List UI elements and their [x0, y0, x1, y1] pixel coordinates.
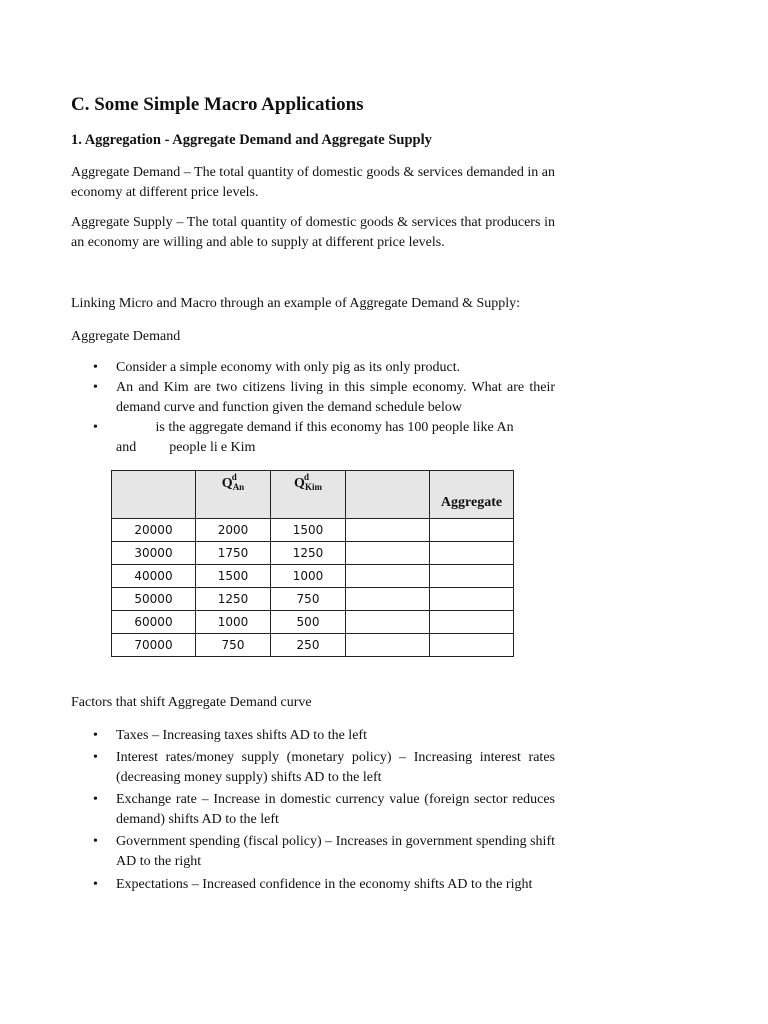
- list-item: [71, 378, 555, 418]
- bullet-icon: •: [93, 360, 98, 375]
- cell-aggregate: [430, 519, 514, 542]
- cell-q-kim: 750: [271, 588, 346, 611]
- cell-q-kim: 1500: [271, 519, 346, 542]
- aggregate-demand-bullets: [71, 358, 555, 458]
- list-item-text: Consider a simple economy with only pig as its only product.: [116, 360, 461, 375]
- cell-blank: [346, 565, 430, 588]
- aggregate-demand-label: Aggregate Demand: [71, 329, 181, 344]
- list-item: [71, 726, 555, 746]
- bullet-icon: •: [93, 792, 98, 807]
- header-price: [112, 471, 196, 519]
- bullet-icon: •: [93, 877, 98, 892]
- list-item-text: Exchange rate – Increase in domestic currency value (foreign sector reduces demand) shifts AD to the left: [116, 792, 555, 827]
- header-blank: [346, 471, 430, 519]
- table-header-row: [112, 471, 514, 519]
- linking-paragraph: Linking Micro and Macro through an example of Aggregate Demand & Supply:: [71, 296, 521, 311]
- cell-aggregate: [430, 634, 514, 657]
- list-item-text: e Kim: [220, 440, 256, 455]
- bullet-icon: •: [93, 834, 98, 849]
- subsection-heading: 1. Aggregation - Aggregate Demand and Aggregate Supply: [71, 132, 432, 148]
- factors-title: Factors that shift Aggregate Demand curve: [71, 695, 312, 710]
- cell-q-an: 750: [196, 634, 271, 657]
- list-item: [71, 790, 555, 830]
- cell-q-kim: 500: [271, 611, 346, 634]
- header-q-an: Q d $_{An}$: [196, 471, 271, 519]
- table-row: [112, 519, 514, 542]
- list-item-text: people li: [169, 440, 218, 455]
- cell-q-kim: 1000: [271, 565, 346, 588]
- cell-aggregate: [430, 611, 514, 634]
- cell-price: 70000: [112, 634, 196, 657]
- bullet-icon: •: [93, 420, 98, 435]
- aggregate-supply-definition: Aggregate Supply – The total quantity of domestic goods & services that producers in an economy are willing and able to supply at different price levels.: [71, 215, 555, 250]
- cell-q-kim: 1250: [271, 542, 346, 565]
- factors-list: [71, 726, 555, 895]
- cell-q-an: 1500: [196, 565, 271, 588]
- cell-price: 40000: [112, 565, 196, 588]
- cell-blank: [346, 634, 430, 657]
- header-aggregate: Aggregate: [430, 471, 514, 519]
- cell-price: 50000: [112, 588, 196, 611]
- table-row: [112, 611, 514, 634]
- table-row: [112, 542, 514, 565]
- cell-q-an: 1750: [196, 542, 271, 565]
- cell-blank: [346, 542, 430, 565]
- list-item: [71, 875, 555, 895]
- list-item-text: Interest rates/money supply (monetary policy) – Increasing interest rates (decreasing money supply) shifts AD to the left: [116, 750, 555, 785]
- cell-aggregate: [430, 542, 514, 565]
- cell-price: 60000: [112, 611, 196, 634]
- bullet-icon: •: [93, 380, 98, 395]
- list-item: [71, 358, 555, 378]
- cell-aggregate: [430, 565, 514, 588]
- list-item-text: and: [116, 440, 137, 455]
- aggregate-demand-definition: Aggregate Demand – The total quantity of domestic goods & services demanded in an economy at different price levels.: [71, 165, 555, 200]
- cell-price: 30000: [112, 542, 196, 565]
- bullet-icon: •: [93, 728, 98, 743]
- table-row: [112, 588, 514, 611]
- cell-blank: [346, 519, 430, 542]
- list-item-text: Expectations – Increased confidence in the economy shifts AD to the right: [116, 877, 533, 892]
- list-item-text: An and Kim are two citizens living in this simple economy. What are their demand curve and function given the demand schedule below: [116, 380, 555, 415]
- list-item: [71, 748, 555, 788]
- cell-blank: [346, 588, 430, 611]
- list-item: [71, 418, 555, 458]
- cell-q-kim: 250: [271, 634, 346, 657]
- cell-q-an: 1250: [196, 588, 271, 611]
- list-item-text: Government spending (fiscal policy) – Increases in government spending shift AD to the right: [116, 834, 555, 869]
- cell-blank: [346, 611, 430, 634]
- demand-schedule-table: [111, 470, 514, 657]
- table-row: [112, 634, 514, 657]
- cell-q-an: 2000: [196, 519, 271, 542]
- header-q-kim: Q d $_{Kim}$: [271, 471, 346, 519]
- list-item-text: Taxes – Increasing taxes shifts AD to the left: [116, 728, 367, 743]
- cell-price: 20000: [112, 519, 196, 542]
- cell-q-an: 1000: [196, 611, 271, 634]
- cell-aggregate: [430, 588, 514, 611]
- section-heading: C. Some Simple Macro Applications: [71, 94, 364, 115]
- list-item-text: is the aggregate demand if this economy has 100 people like An: [155, 420, 514, 435]
- bullet-icon: •: [93, 750, 98, 765]
- list-item: [71, 832, 555, 872]
- table-row: [112, 565, 514, 588]
